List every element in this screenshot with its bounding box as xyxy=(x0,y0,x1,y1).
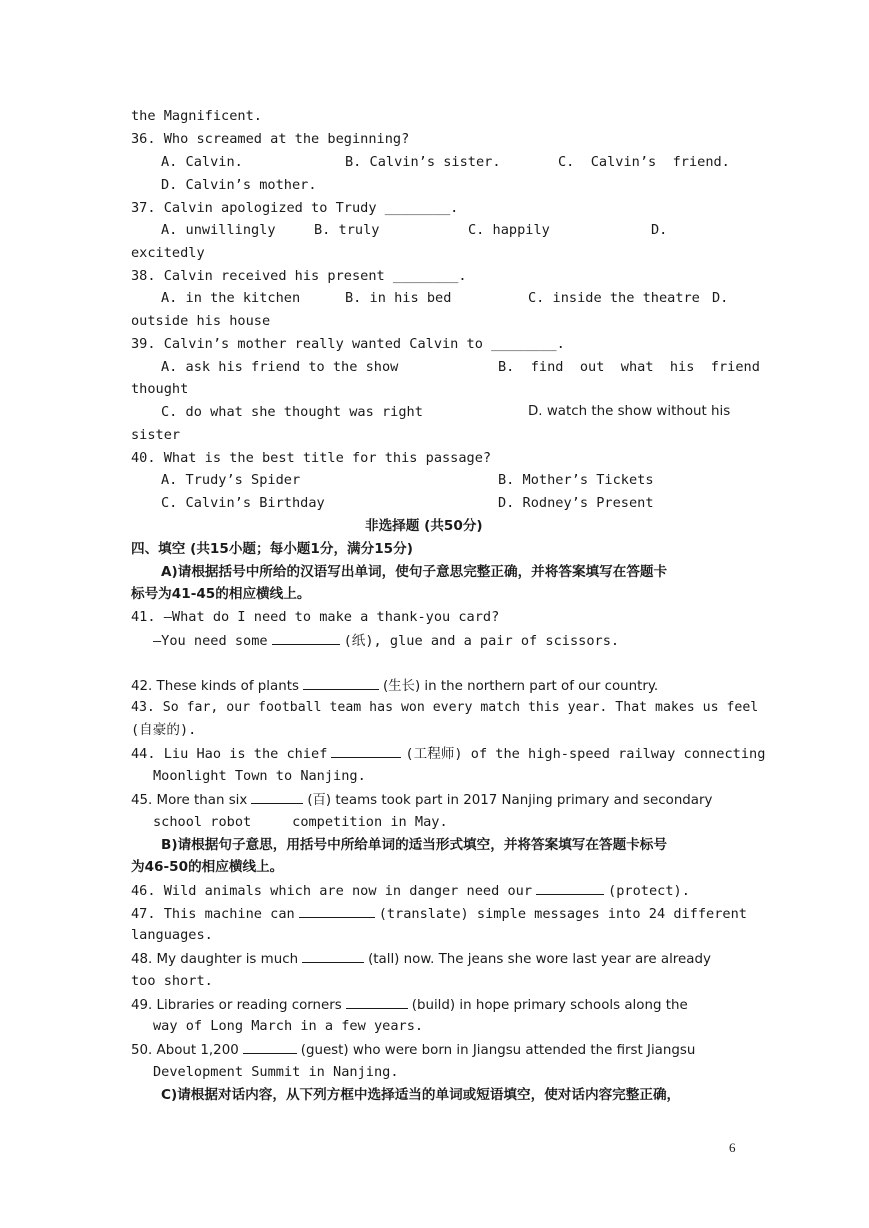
q40-opt-b: B. Mother’s Tickets xyxy=(498,472,654,488)
q38-stem: 38. Calvin received his present ________. xyxy=(131,268,467,284)
q50-line1: 50. About 1,200 (guest) who were born in Jiangsu attended the first Jiangsu xyxy=(131,1040,695,1060)
q42-line: 42. These kinds of plants (生长) in the northern part of our country. xyxy=(131,676,658,696)
q38-opt-c: C. inside the theatre xyxy=(528,290,700,306)
q39-opt-b-cont: thought xyxy=(131,381,189,397)
q36-opt-a: A. Calvin. xyxy=(161,154,243,170)
q39-opt-d: D. watch the show without his xyxy=(528,404,731,419)
q47-answer-blank[interactable] xyxy=(299,904,375,918)
q37-opt-d-cont: excitedly xyxy=(131,245,205,261)
q38-opt-d: D. xyxy=(712,290,729,306)
q44-line2: Moonlight Town to Nanjing. xyxy=(153,768,366,784)
q49-line1: 49. Libraries or reading corners (build) in hope primary schools along the xyxy=(131,995,688,1015)
q37-opt-d: D. xyxy=(651,222,668,238)
q36-opt-d: D. Calvin’s mother. xyxy=(161,177,317,193)
part-c-instruction: C)请根据对话内容，从下列方框中选择适当的单词或短语填空，使对话内容完整正确， xyxy=(161,1087,681,1103)
q41-line1: 41. —What do I need to make a thank-you card? xyxy=(131,609,500,625)
q47-line2: languages. xyxy=(131,927,213,943)
q40-stem: 40. What is the best title for this passage? xyxy=(131,450,492,466)
part-b-instruction: B)请根据句子意思，用括号中所给单词的适当形式填空，并将答案填写在答题卡标号 xyxy=(161,837,667,853)
q49-line2: way of Long March in a few years. xyxy=(153,1018,424,1034)
q41-line2: —You need some (纸), glue and a pair of scissors. xyxy=(153,633,620,649)
q37-opt-b: B. truly xyxy=(314,222,380,238)
q36-opt-b: B. Calvin’s sister. xyxy=(345,154,501,170)
q45-line1: 45. More than six (百) teams took part in 2017 Nanjing primary and secondary xyxy=(131,790,712,810)
part4-title: 四、填空 (共15小题；每小题1分，满分15分) xyxy=(131,541,413,557)
part-b-instruction-cont: 为46-50的相应横线上。 xyxy=(131,859,284,875)
part-a-instruction-cont: 标号为41-45的相应横线上。 xyxy=(131,586,311,602)
q44-line1: 44. Liu Hao is the chief (工程师) of the high-speed railway connecting xyxy=(131,746,766,762)
part-a-instruction: A)请根据括号中所给的汉语写出单词，使句子意思完整正确，并将答案填写在答题卡 xyxy=(161,564,668,580)
q37-stem: 37. Calvin apologized to Trudy ________. xyxy=(131,200,459,216)
q37-opt-a: A. unwillingly xyxy=(161,222,276,238)
q39-stem: 39. Calvin’s mother really wanted Calvin to ________. xyxy=(131,336,565,352)
q40-opt-c: C. Calvin’s Birthday xyxy=(161,495,325,511)
q40-opt-a: A. Trudy’s Spider xyxy=(161,472,301,488)
q48-line1: 48. My daughter is much (tall) now. The jeans she wore last year are already xyxy=(131,949,711,969)
q38-opt-a: A. in the kitchen xyxy=(161,290,301,306)
q50-answer-blank[interactable] xyxy=(243,1040,297,1054)
q36-opt-c: C. Calvin’s friend. xyxy=(558,154,730,170)
q39-opt-c: C. do what she thought was right xyxy=(161,404,423,420)
q50-line2: Development Summit in Nanjing. xyxy=(153,1064,399,1080)
q37-opt-c: C. happily xyxy=(468,222,550,238)
q39-opt-d-cont: sister xyxy=(131,427,181,443)
q36-stem: 36. Who screamed at the beginning? xyxy=(131,131,410,147)
q39-opt-a: A. ask his friend to the show xyxy=(161,359,399,375)
q39-opt-b: B. find out what his friend xyxy=(498,359,760,375)
q48-line2: too short. xyxy=(131,973,213,989)
q42-answer-blank[interactable] xyxy=(303,676,379,690)
q49-answer-blank[interactable] xyxy=(346,995,408,1009)
q40-opt-d: D. Rodney’s Present xyxy=(498,495,654,511)
q38-opt-b: B. in his bed xyxy=(345,290,452,306)
q44-answer-blank[interactable] xyxy=(331,744,401,758)
section-title: 非选择题 (共50分) xyxy=(365,518,483,534)
q47-line1: 47. This machine can (translate) simple messages into 24 different xyxy=(131,906,747,922)
q46-answer-blank[interactable] xyxy=(536,881,604,895)
q43-line1: 43. So far, our football team has won every match this year. That makes us feel xyxy=(131,700,759,715)
q35-tail: the Magnificent. xyxy=(131,108,262,124)
q41-answer-blank[interactable] xyxy=(272,631,340,645)
page-number: 6 xyxy=(729,1140,736,1155)
q46-line: 46. Wild animals which are now in danger need our (protect). xyxy=(131,883,690,899)
q45-line2: school robot competition in May. xyxy=(153,814,448,830)
q43-line2: (自豪的). xyxy=(131,722,197,738)
q45-answer-blank[interactable] xyxy=(251,790,303,804)
q38-opt-d-cont: outside his house xyxy=(131,313,271,329)
q48-answer-blank[interactable] xyxy=(302,949,364,963)
